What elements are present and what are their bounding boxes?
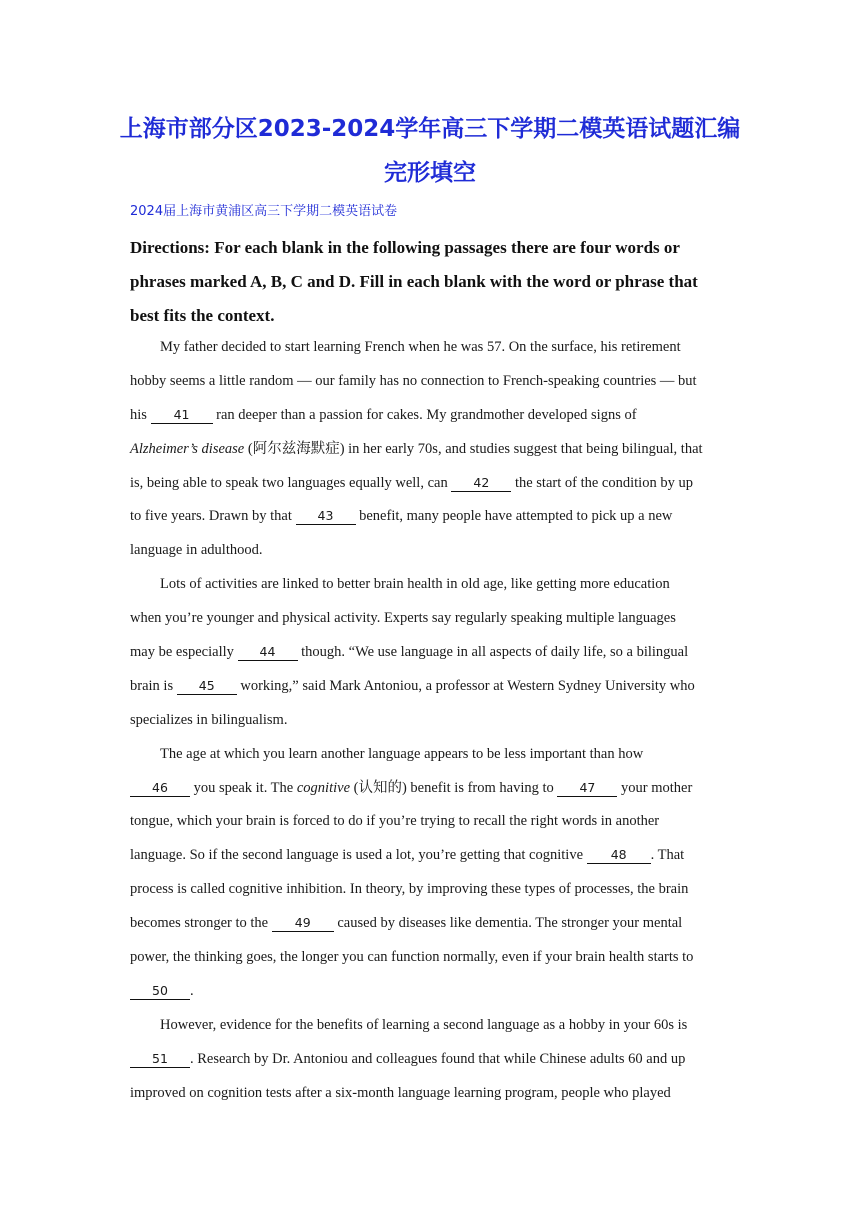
- blank-47: 47: [557, 779, 617, 797]
- passage-line: may be especially 44 though. “We use language in all aspects of daily life, so a bilingual: [130, 644, 689, 661]
- blank-49: 49: [272, 914, 334, 932]
- passage-line: power, the thinking goes, the longer you can function normally, even if your brain health starts to: [130, 949, 694, 966]
- directions: [130, 231, 730, 333]
- passage-line: is, being able to speak two languages equally well, can 42 the start of the condition by up: [130, 474, 693, 491]
- passage-line: Lots of activities are linked to better brain health in old age, like getting more education: [160, 576, 670, 593]
- passage-line: tongue, which your brain is forced to do if you’re trying to recall the right words in another: [130, 813, 660, 830]
- passage-line: 46 you speak it. The cognitive (认知的) benefit is from having to 47 your mother: [130, 775, 730, 809]
- passage-line: improved on cognition tests after a six-month language learning program, people who played: [130, 1084, 671, 1101]
- directions-line: phrases marked A, B, C and D. Fill in each blank with the word or phrase that: [130, 272, 698, 291]
- passage-line: 51 . Research by Dr. Antoniou and colleagues found that while Chinese adults 60 and up: [130, 1046, 730, 1080]
- blank-46: 46: [130, 779, 190, 797]
- directions-line: best fits the context.: [130, 306, 275, 325]
- passage-line: process is called cognitive inhibition. In theory, by improving these types of processes, the brain: [130, 881, 689, 898]
- exam-subtitle: 2024届上海市黄浦区高三下学期二模英语试卷: [130, 204, 398, 219]
- passage-line: when you’re younger and physical activity. Experts say regularly speaking multiple languages: [130, 610, 676, 627]
- blank-48: 48: [587, 846, 651, 864]
- passage-line: specializes in bilingualism.: [130, 711, 288, 728]
- passage-line: to five years. Drawn by that 43 benefit, many people have attempted to pick up a new: [130, 508, 673, 525]
- passage: [130, 334, 730, 1113]
- blank-42: 42: [451, 474, 511, 492]
- document-title-section: 完形填空: [384, 160, 476, 186]
- blank-50: 50: [130, 982, 190, 1000]
- passage-line: Alzheimer’s disease (阿尔兹海默症) in her early 70s, and studies suggest that being bilingual, that: [130, 440, 703, 457]
- blank-51: 51: [130, 1050, 190, 1068]
- passage-line: hobby seems a little random — our family has no connection to French-speaking countries — but: [130, 372, 697, 389]
- passage-line: language in adulthood.: [130, 542, 263, 559]
- passage-line: The age at which you learn another language appears to be less important than how: [160, 745, 644, 762]
- passage-line: brain is 45 working,” said Mark Antoniou, a professor at Western Sydney University who: [130, 677, 695, 694]
- directions-line: Directions: For each blank in the following passages there are four words or: [130, 238, 680, 257]
- passage-line: However, evidence for the benefits of learning a second language as a hobby in your 60s is: [160, 1016, 688, 1033]
- blank-43: 43: [296, 507, 356, 525]
- blank-45: 45: [177, 677, 237, 695]
- passage-line: My father decided to start learning French when he was 57. On the surface, his retirement: [160, 339, 681, 355]
- blank-41: 41: [151, 406, 213, 424]
- passage-line: his 41 ran deeper than a passion for cakes. My grandmother developed signs of: [130, 406, 637, 423]
- passage-line: becomes stronger to the 49 caused by diseases like dementia. The stronger your mental: [130, 915, 683, 932]
- document-title: 上海市部分区2023-2024学年高三下学期二模英语试题汇编: [119, 116, 741, 142]
- passage-line: 50 .: [130, 978, 730, 1012]
- blank-44: 44: [238, 643, 298, 661]
- passage-line: language. So if the second language is used a lot, you’re getting that cognitive 48 . That: [130, 847, 685, 864]
